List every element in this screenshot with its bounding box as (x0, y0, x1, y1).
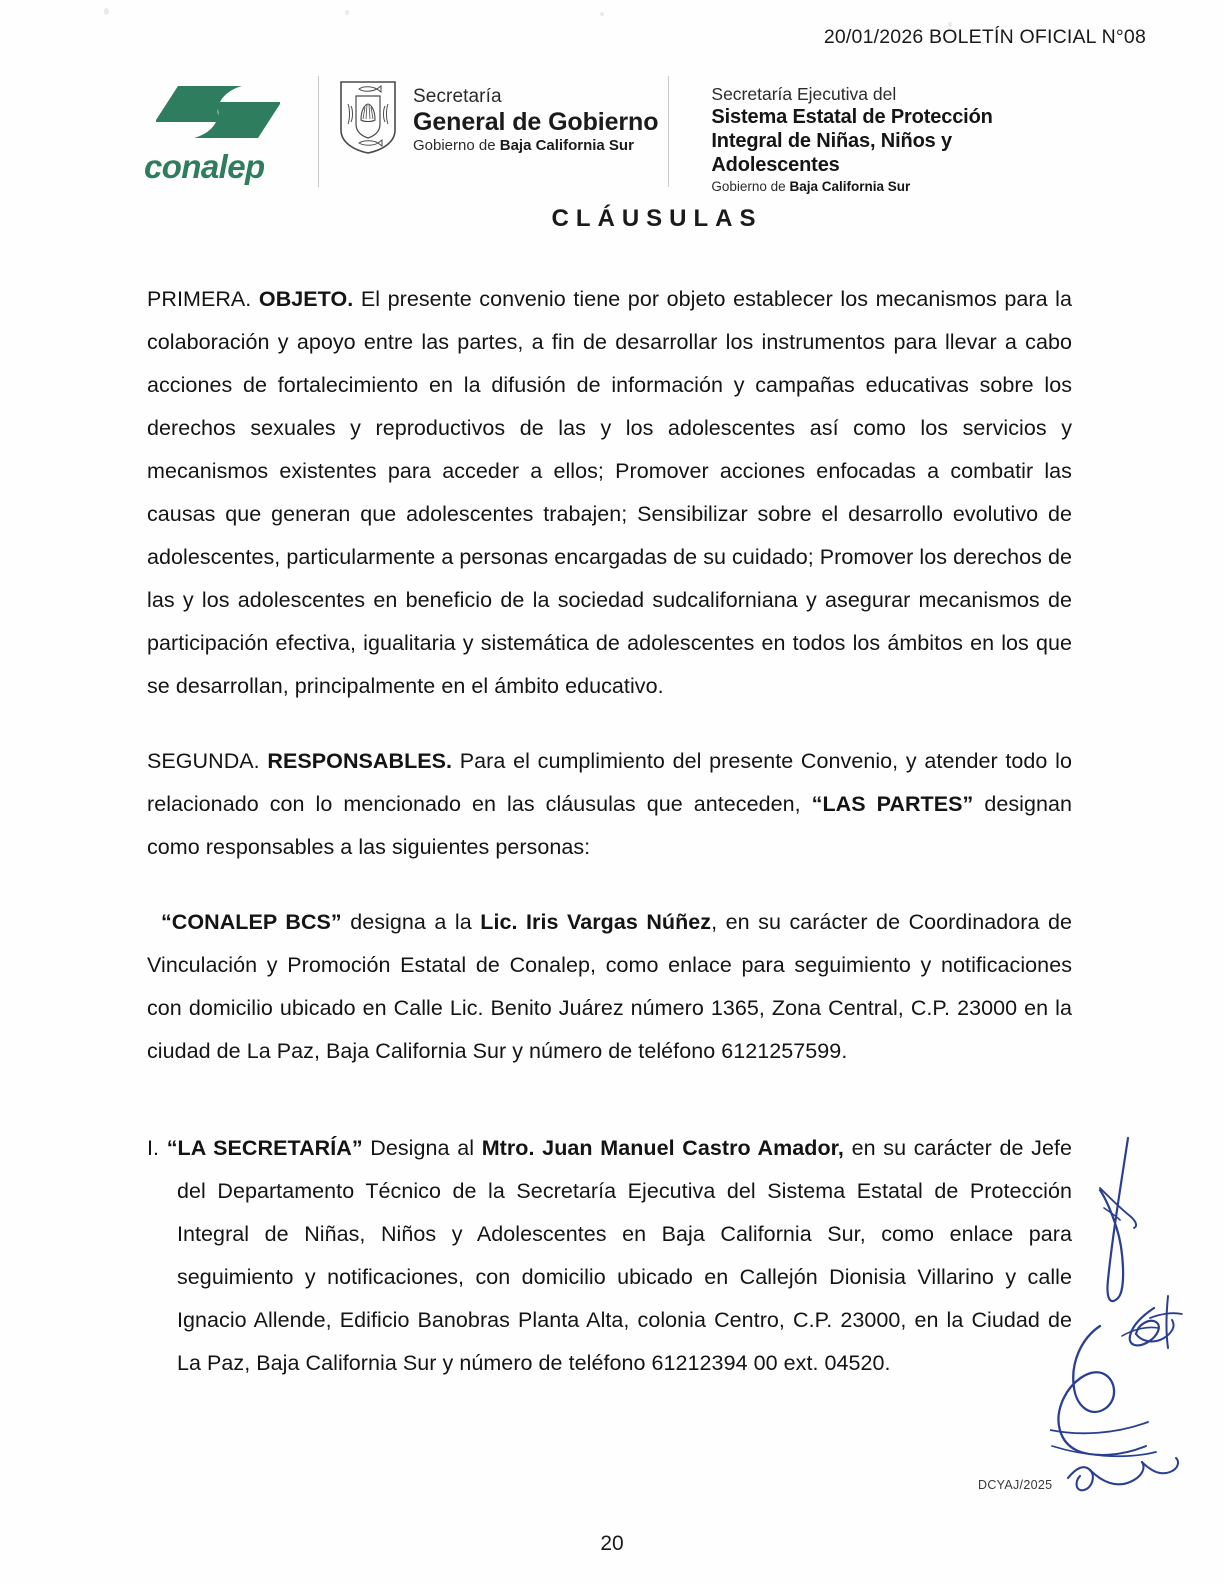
sei-line-5-strong: Baja California Sur (789, 179, 911, 194)
scan-speckle (600, 12, 604, 16)
conalep-mark-icon (152, 76, 284, 148)
responsable-secretaria-text-a: Designa al (362, 1136, 482, 1160)
paragraph-spacer (147, 1105, 1072, 1127)
clause-primera-heading: OBJETO. (258, 287, 354, 311)
responsable-secretaria-party: “LA SECRETARÍA” (166, 1136, 363, 1160)
clause-primera-text: El presente convenio tiene por objeto establecer los mecanismos para la colaboración y apoyo entre las partes, a fin de desarrollar los instrumentos para llevar a cabo acciones de fortalecimiento en la difusión de información y campañas educativas sobre los derechos sexuales y reproductivos de las y los adolescentes así como los servicios y mecanismos existentes para acceder a ellos; Promover acciones enfocadas a combatir las causas que generan que adolescentes trabajen; Sensibilizar sobre el desarrollo evolutivo de adolescentes, particularmente a personas encargadas de su cuidado; Promover los derechos de las y los adolescentes en beneficio de la sociedad sudcaliforniana y asegurar mecanismos de participación efectiva, igualitaria y sistemática de adolescentes en todos los ámbitos en los que se desarrollan, principalmente en el ámbito educativo. (147, 287, 1072, 698)
sei-line-3: Integral de Niñas, Niños y (711, 130, 952, 152)
sgg-line-2: General de Gobierno (413, 108, 659, 137)
sgg-line-1: Secretaría (413, 86, 502, 107)
stamp-code: DCYAJ/2025 (978, 1478, 1053, 1492)
scan-speckle (345, 10, 349, 15)
document-body (147, 278, 1072, 1385)
sgg-line-3 (413, 137, 658, 154)
clause-primera-label: PRIMERA. (147, 287, 259, 311)
bulletin-header-text: 20/01/2026 BOLETÍN OFICIAL N°08 (823, 26, 1146, 48)
handwritten-signatures (1050, 1130, 1224, 1530)
responsable-secretaria-marker: I. (147, 1136, 167, 1160)
scan-speckle (104, 8, 109, 15)
responsable-secretaria (147, 1127, 1072, 1385)
page-title: CLÁUSULAS (551, 205, 763, 232)
letterhead-divider-2 (668, 76, 669, 187)
conalep-logo (140, 72, 308, 183)
responsable-conalep (147, 901, 1072, 1073)
sgg-line-3-strong: Baja California Sur (499, 137, 634, 155)
coat-of-arms-icon (337, 78, 399, 156)
clause-segunda-text-a: Para el cumplimiento del presente Convenio, y atender todo lo relacionado con lo mencionado en las cláusulas que anteceden, (147, 749, 1072, 816)
sgg-line-3-prefix: Gobierno de (413, 137, 500, 155)
responsable-conalep-name: Lic. Iris Vargas Núñez (480, 910, 712, 934)
signature-ink-icon (1050, 1130, 1224, 1530)
sei-line-4: Adolescentes (711, 154, 840, 176)
sei-line-2: Sistema Estatal de Protección (711, 106, 993, 128)
page-number: 20 (600, 1532, 624, 1555)
responsable-conalep-party: “CONALEP BCS” (161, 910, 342, 934)
responsable-conalep-text-a: designa a la (341, 910, 481, 934)
clause-primera (147, 278, 1072, 708)
responsable-conalep-text-b: , en su carácter de Coordinadora de Vinculación y Promoción Estatal de Conalep, como enlace para seguimiento y notificaciones con domicilio ubicado en Calle Lic. Benito Juárez número 1365, Zona Central, C.P. 23000 en la ciudad de La Paz, Baja California Sur y número de teléfono 6121257599. (147, 910, 1072, 1063)
letterhead-divider-1 (318, 76, 319, 187)
clause-segunda-emphasis: “LAS PARTES” (811, 792, 974, 816)
responsable-secretaria-text-b: en su carácter de Jefe del Departamento Técnico de la Secretaría Ejecutiva del Sistema Estatal de Protección Integral de Niñas, Niños y Adolescentes en Baja California Sur, como enlace para seguimiento y notificaciones, con domicilio ubicado en Callejón Dionisia Villarino y calle Ignacio Allende, Edificio Banobras Planta Alta, colonia Centro, C.P. 23000, en la Ciudad de La Paz, Baja California Sur y número de teléfono 61212394 00 ext. 04520. (177, 1136, 1073, 1375)
secretaria-ejecutiva-block (687, 72, 992, 195)
clause-segunda-label: SEGUNDA. (147, 749, 268, 773)
sei-line-5-prefix: Gobierno de (711, 179, 790, 194)
responsable-secretaria-name: Mtro. Juan Manuel Castro Amador, (481, 1136, 844, 1160)
secretaria-general-block (399, 72, 658, 154)
conalep-wordmark: conalep (144, 148, 265, 185)
sei-line-5 (711, 179, 992, 195)
clause-segunda-text-b: designan como responsables a las siguientes personas: (147, 792, 1072, 859)
clause-segunda (147, 740, 1072, 869)
bcs-coat-of-arms (337, 72, 399, 156)
sei-line-1: Secretaría Ejecutiva del (711, 84, 897, 104)
clause-segunda-heading: RESPONSABLES. (267, 749, 453, 773)
letterhead (140, 72, 1104, 195)
